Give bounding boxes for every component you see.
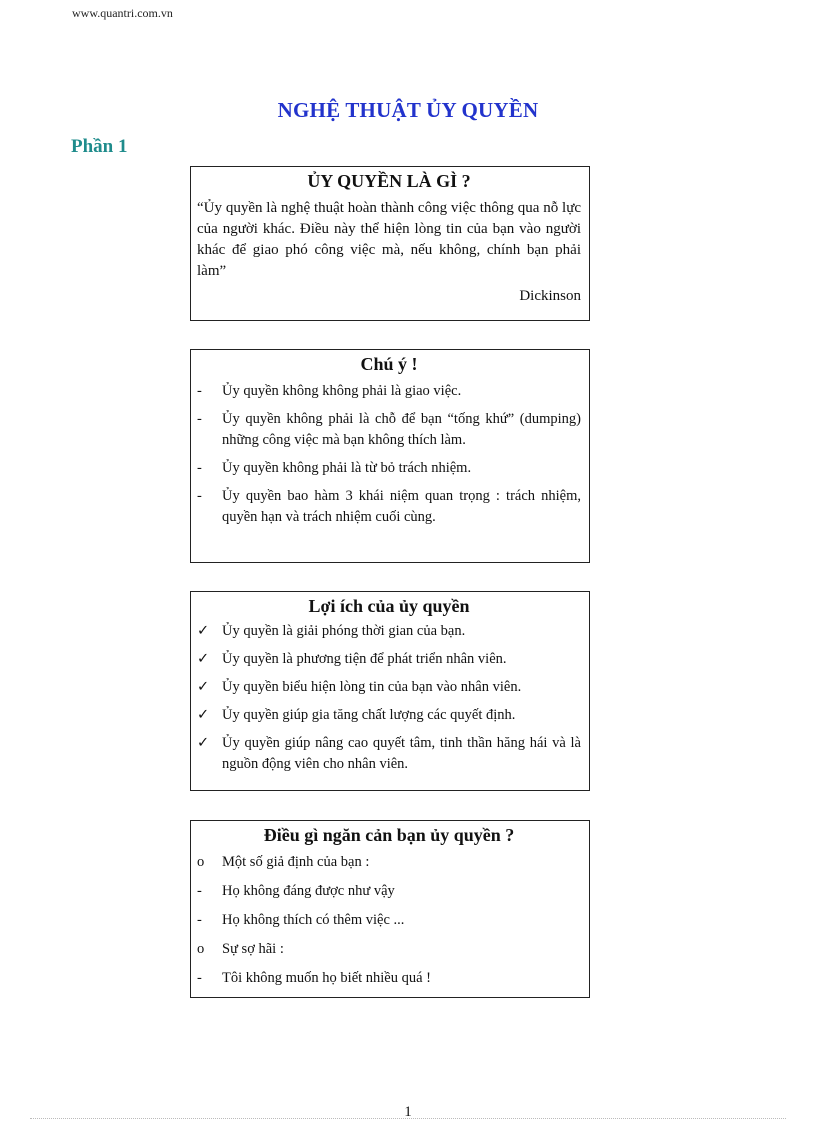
list-item	[197, 677, 581, 698]
definition-box-title: ỦY QUYỀN LÀ GÌ ?	[307, 171, 471, 191]
note-box-title: Chú ý !	[360, 354, 418, 374]
list-item-text: Ủy quyền là giải phóng thời gian của bạn.	[222, 623, 466, 639]
list-item	[197, 939, 581, 960]
checkmark-icon: ✓	[197, 623, 210, 639]
list-item	[197, 409, 581, 451]
dash-marker: -	[197, 912, 202, 928]
checkmark-icon: ✓	[197, 651, 210, 667]
list-item-text: Một số giả định của bạn :	[222, 854, 370, 870]
list-item-text: Sự sợ hãi :	[222, 941, 284, 957]
benefits-box-title: Lợi ích của ủy quyền	[308, 596, 470, 616]
circle-bullet-marker: o	[197, 854, 205, 870]
list-item-text: Ủy quyền bao hàm 3 khái niệm quan trọng : trách nhiệm, quyền hạn và trách nhiệm cuối cùng.	[222, 488, 581, 525]
checkmark-icon: ✓	[197, 679, 210, 695]
list-item-text: Ủy quyền giúp gia tăng chất lượng các quyết định.	[222, 707, 516, 723]
list-item-text: Ủy quyền là phương tiện để phát triển nhân viên.	[222, 651, 507, 667]
list-item	[197, 458, 581, 479]
obstacles-box-title: Điều gì ngăn cản bạn ủy quyền ?	[263, 825, 515, 845]
circle-bullet-marker: o	[197, 941, 205, 957]
dash-marker: -	[197, 383, 202, 399]
checkmark-icon: ✓	[197, 707, 210, 723]
dash-marker: -	[197, 460, 202, 476]
list-item-text: Ủy quyền không không phải là giao việc.	[222, 383, 462, 399]
list-item	[197, 705, 581, 726]
list-item	[197, 381, 581, 402]
list-item	[197, 881, 581, 902]
list-item	[197, 910, 581, 931]
list-item-text: Ủy quyền không phải là từ bỏ trách nhiệm.	[222, 460, 472, 476]
list-item	[197, 621, 581, 642]
dash-marker: -	[197, 970, 202, 986]
checkmark-icon: ✓	[197, 735, 210, 751]
list-item	[197, 968, 581, 989]
dash-marker: -	[197, 883, 202, 899]
document-title: NGHỆ THUẬT ỦY QUYỀN	[277, 98, 539, 122]
list-item	[197, 852, 581, 873]
list-item-text: Ủy quyền giúp nâng cao quyết tâm, tinh thần hăng hái và là nguồn động viên cho nhân viên.	[222, 735, 581, 772]
list-item-text: Tôi không muốn họ biết nhiều quá !	[222, 970, 432, 986]
list-item-text: Ủy quyền biểu hiện lòng tin của bạn vào nhân viên.	[222, 679, 522, 695]
header-url: www.quantri.com.vn	[72, 6, 173, 20]
list-item	[197, 733, 581, 775]
list-item	[197, 486, 581, 528]
note-box	[190, 349, 590, 563]
benefits-box	[190, 591, 590, 791]
list-item-text: Họ không thích có thêm việc ...	[222, 912, 405, 928]
footer-divider	[30, 1118, 786, 1119]
list-item-text: Họ không đáng được như vậy	[222, 883, 395, 899]
list-item-text: Ủy quyền không phải là chỗ để bạn “tống khứ” (dumping) những công việc mà bạn không thích làm.	[222, 411, 581, 448]
page-number: 1	[404, 1104, 412, 1120]
definition-box	[190, 166, 590, 321]
dash-marker: -	[197, 488, 202, 504]
section-label: Phần 1	[71, 136, 128, 157]
obstacles-box	[190, 820, 590, 998]
quote-author: Dickinson	[519, 288, 581, 304]
dash-marker: -	[197, 411, 202, 427]
list-item	[197, 649, 581, 670]
definition-quote: “Ủy quyền là nghệ thuật hoàn thành công việc thông qua nỗ lực của người khác. Điều này thể hiện lòng tin của bạn vào người khác để giao phó công việc mà, nếu không, chính bạn phải làm”	[197, 200, 581, 279]
